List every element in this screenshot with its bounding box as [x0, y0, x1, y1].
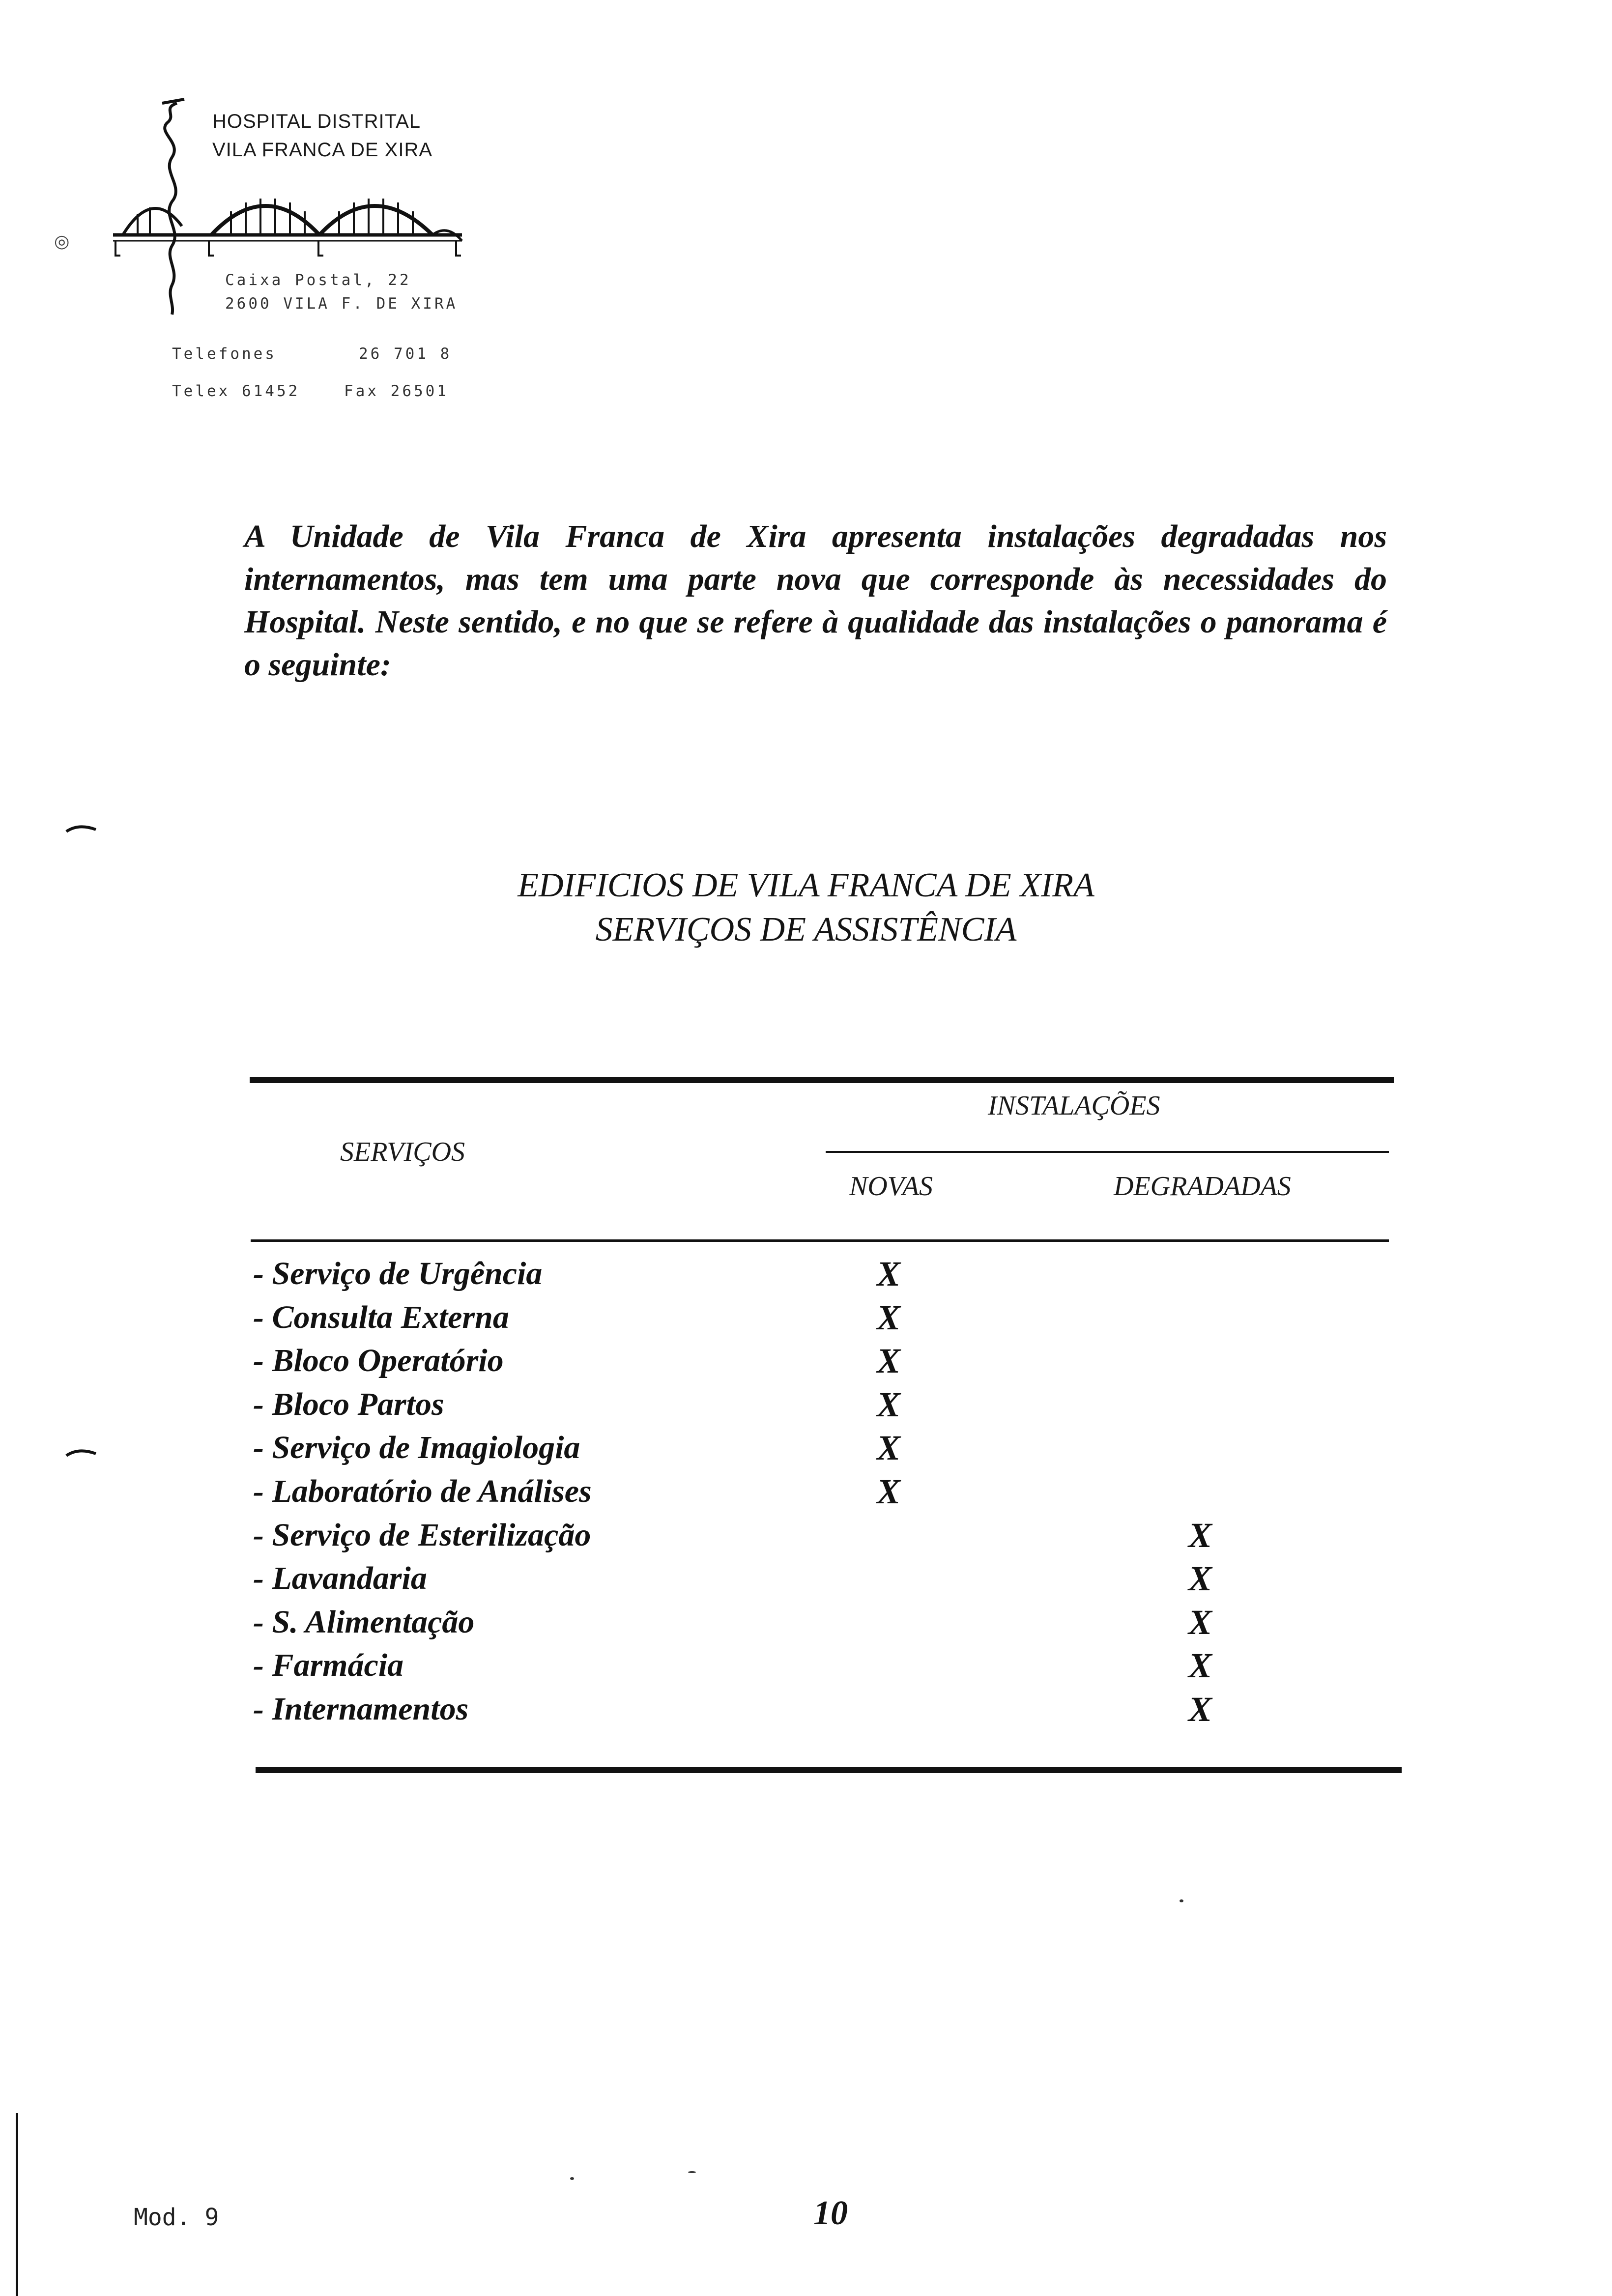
- table-header-instalacoes: INSTALAÇÕES: [988, 1091, 1160, 1121]
- table-row-new-mark: X: [876, 1384, 901, 1424]
- scan-speck: [688, 2171, 696, 2173]
- letterhead-address-1: Caixa Postal, 22: [225, 271, 411, 289]
- table-row-service: - Internamentos: [253, 1691, 469, 1727]
- table-header-novas: NOVAS: [849, 1171, 933, 1202]
- table-row-service: - Lavandaria: [253, 1560, 427, 1597]
- letterhead-fax: Fax 26501: [344, 382, 449, 400]
- letterhead-phone-label: Telefones: [172, 345, 277, 363]
- letterhead-phone-value: 26 701 8: [359, 345, 452, 363]
- scan-speck: [1180, 1899, 1183, 1902]
- table-row-service: - Bloco Operatório: [253, 1343, 504, 1379]
- table-row-service: - Serviço de Urgência: [253, 1256, 543, 1292]
- table-group-rule: [826, 1151, 1389, 1153]
- table-row-new-mark: X: [876, 1341, 901, 1381]
- margin-mark-bottom: [64, 1445, 103, 1460]
- table-row-new-mark: X: [876, 1428, 901, 1468]
- footer-form-code: Mod. 9: [134, 2204, 219, 2231]
- table-row-degraded-mark: X: [1188, 1515, 1212, 1555]
- scan-edge-line: [16, 2113, 18, 2296]
- table-top-rule: [250, 1077, 1394, 1083]
- letterhead-address-2: 2600 VILA F. DE XIRA: [225, 295, 458, 313]
- table-row-service: - Serviço de Esterilização: [253, 1517, 591, 1553]
- table-row-service: - Serviço de Imagiologia: [253, 1430, 580, 1466]
- table-row-degraded-mark: X: [1188, 1559, 1212, 1599]
- table-header-rule: [251, 1239, 1389, 1242]
- table-row-service: - S. Alimentação: [253, 1604, 475, 1640]
- table-row-degraded-mark: X: [1188, 1602, 1212, 1642]
- table-row-service: - Consulta Externa: [253, 1299, 509, 1335]
- section-title-line1: EDIFICIOS DE VILA FRANCA DE XIRA: [518, 866, 1094, 904]
- table-bottom-rule: [256, 1767, 1402, 1773]
- logo-mark-small: ◎: [54, 231, 70, 251]
- table-row-service: - Laboratório de Análises: [253, 1473, 592, 1509]
- table-row-new-mark: X: [876, 1472, 901, 1511]
- letterhead-hospital-name: [212, 107, 432, 164]
- intro-paragraph: A Unidade de Vila Franca de Xira apresenta instalações degradadas nos internamentos, mas tem uma parte nova que corresponde às necessidades do Hospital. Neste sentido, e no que se refere à qualidade das instalações o panorama é o seguinte:: [244, 518, 1387, 683]
- table-row-new-mark: X: [876, 1297, 901, 1337]
- section-title-line2: SERVIÇOS DE ASSISTÊNCIA: [595, 911, 1017, 948]
- table-row-degraded-mark: X: [1188, 1690, 1212, 1729]
- table-header-degradadas: DEGRADADAS: [1114, 1171, 1291, 1202]
- letterhead-telex: Telex 61452: [172, 382, 300, 400]
- table-header-servicos: SERVIÇOS: [340, 1137, 465, 1167]
- margin-mark-top: [64, 821, 103, 835]
- table-row-service: - Bloco Partos: [253, 1386, 444, 1422]
- letterhead-name-line1: HOSPITAL DISTRITAL: [212, 111, 421, 132]
- letterhead-name-line2: VILA FRANCA DE XIRA: [212, 139, 433, 161]
- scan-speck: [570, 2177, 574, 2180]
- table-row-service: - Farmácia: [253, 1647, 404, 1684]
- table-row-degraded-mark: X: [1188, 1646, 1212, 1686]
- table-row-new-mark: X: [876, 1254, 901, 1293]
- page-number: 10: [813, 2194, 848, 2232]
